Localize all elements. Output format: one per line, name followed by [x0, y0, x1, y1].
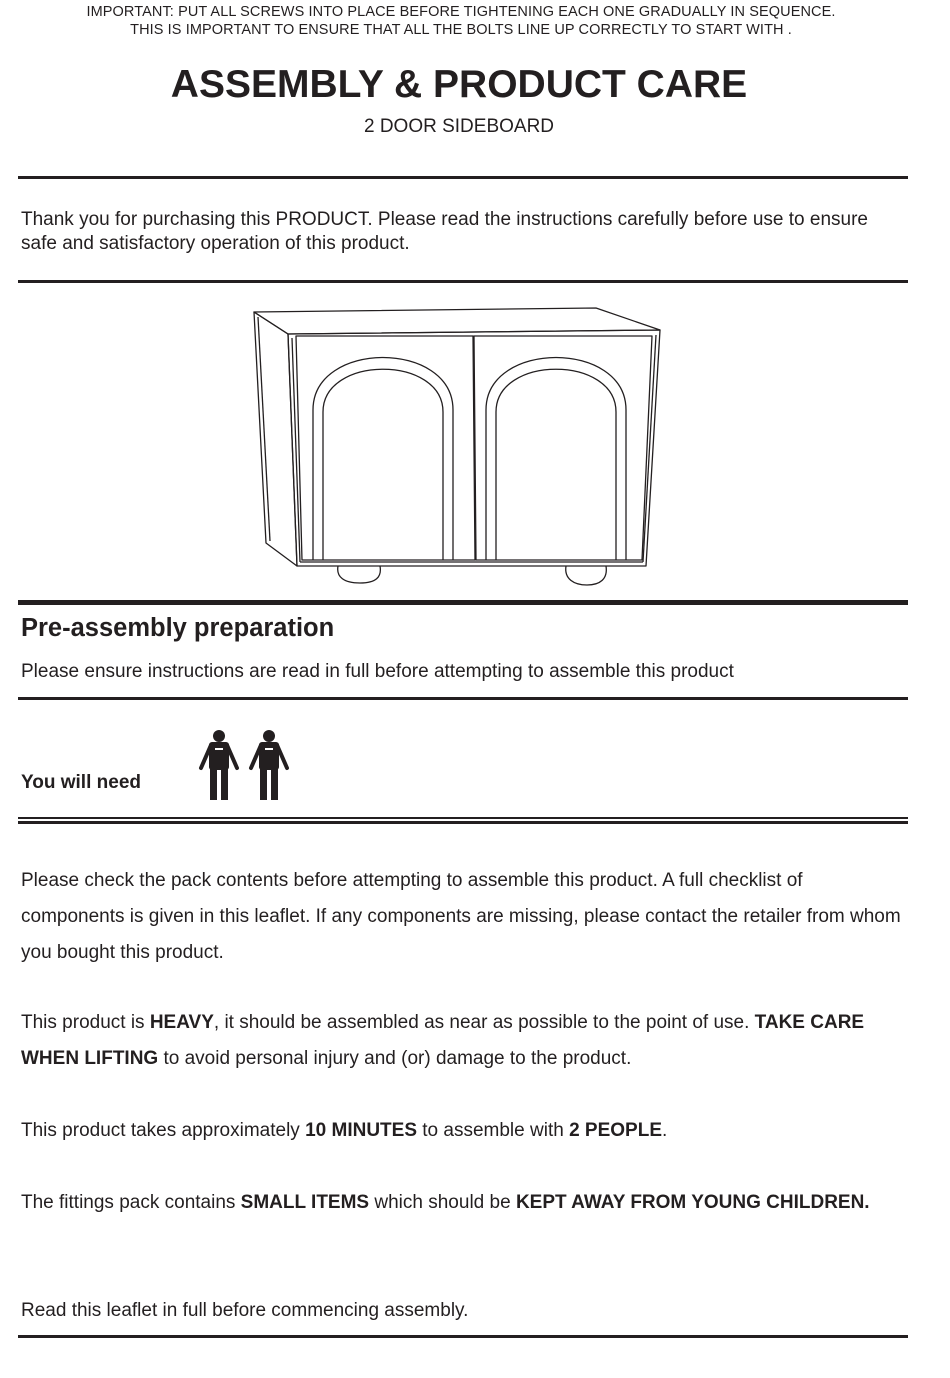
preassembly-text: Please ensure instructions are read in full before attempting to assemble this product [21, 661, 734, 682]
section-heading: Pre-assembly preparation [21, 614, 335, 642]
you-will-need-label: You will need [21, 772, 141, 793]
divider-double-top [18, 817, 908, 819]
divider [18, 697, 908, 700]
small-items-warning-text: The fittings pack contains SMALL ITEMS which should be KEPT AWAY FROM YOUNG CHILDREN. [21, 1192, 870, 1213]
page-subtitle: 2 DOOR SIDEBOARD [363, 116, 555, 137]
sideboard-illustration [248, 305, 668, 590]
divider-double-bottom [18, 821, 908, 824]
pack-contents-text: Please check the pack contents before attempting to assemble this product. A full checklist of components is given in this leaflet. If any components are missing, please contact the retailer from whom you bought this product. [21, 870, 901, 963]
important-notice-line-1: IMPORTANT: PUT ALL SCREWS INTO PLACE BEFORE TIGHTENING EACH ONE GRADUALLY IN SEQUENCE. [86, 4, 836, 20]
page-title: ASSEMBLY & PRODUCT CARE [170, 63, 748, 106]
heavy-warning-text: This product is HEAVY, it should be assembled as near as possible to the point of use. TAKE CARE WHEN LIFTING to avoid personal injury and (or) damage to the product. [21, 1012, 865, 1069]
divider [18, 176, 908, 179]
important-notice-line-2: THIS IS IMPORTANT TO ENSURE THAT ALL THE BOLTS LINE UP CORRECTLY TO START WITH . [130, 22, 792, 38]
divider [18, 1335, 908, 1338]
assembly-time-text: This product takes approximately 10 MINUTES to assemble with 2 PEOPLE. [21, 1120, 668, 1141]
divider [18, 280, 908, 283]
intro-text: Thank you for purchasing this PRODUCT. Please read the instructions carefully before use to ensure safe and satisfactory operation of this product. [21, 209, 868, 254]
two-people-icon [196, 728, 294, 802]
divider-thick [18, 600, 908, 605]
read-leaflet-text: Read this leaflet in full before commencing assembly. [21, 1300, 469, 1321]
